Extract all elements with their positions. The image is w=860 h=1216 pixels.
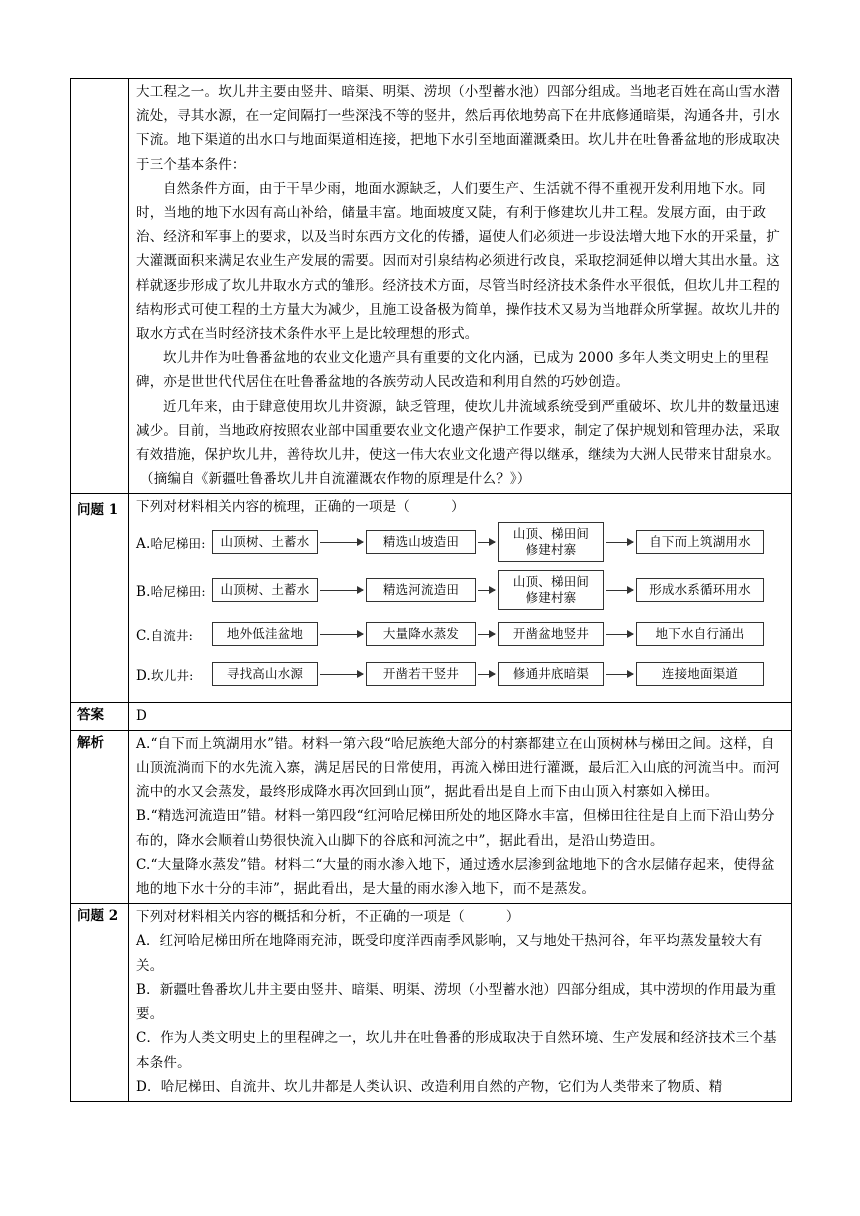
option-subject: 坎儿井: — [151, 667, 194, 683]
option-label — [136, 532, 206, 556]
answer-row — [71, 703, 791, 731]
question-2-option-d: D．哈尼梯田、自流井、坎儿井都是人类认识、改造利用自然的产物，它们为人类带来了物质、精 — [136, 1078, 723, 1095]
question-1-content — [129, 494, 791, 701]
flow-arrow-icon — [478, 590, 495, 591]
flow-step-box: 精选河流造田 — [366, 578, 476, 602]
analysis-c: C.“大量降水蒸发”错。材料二“大量的雨水渗入地下，通过透水层渗到盆地地下的含水层储存起来，使得盆地的地下水十分的丰沛”，据此看出，是大量的雨水渗入地下，而不是蒸发。 — [136, 856, 775, 898]
answer-label: 答案 — [71, 703, 129, 730]
analysis-content — [129, 731, 791, 903]
material-paragraph-4: 近几年来，由于肆意使用坎儿井资源，缺乏管理，使坎儿井流域系统受到严重破坏、坎儿井的数量迅速减少。目前，当地政府按照农业部中国重要农业文化遗产保护工作要求，制定了保护规划和管理办法，采取有效措施，保护坎儿井，善待坎儿井，使这一伟大农业文化遗产得以继承，继续为大洲人民带来甘甜泉水。 — [136, 398, 780, 464]
flow-step-box: 修通井底暗渠 — [498, 662, 604, 686]
material-paragraph-3: 坎儿井作为吐鲁番盆地的农业文化遗产具有重要的文化内涵，已成为 2000 多年人类文明史上的里程碑，亦是世世代代居住在吐鲁番盆地的各族劳动人民改造和利用自然的巧妙创造。 — [136, 350, 769, 391]
question-2-option-a: A．红河哈尼梯田所在地降雨充沛，既受印度洋西南季风影响，又与地处干热河谷，年平均蒸发量较大有关。 — [136, 933, 763, 974]
flow-arrow-icon — [606, 590, 633, 591]
material-label-cell — [71, 79, 129, 493]
flow-arrow-icon — [606, 674, 633, 675]
question-1-stem: 下列对材料相关内容的梳理，正确的一项是（ ） — [136, 499, 465, 516]
analysis-label: 解析 — [71, 731, 129, 903]
question-2-content — [129, 904, 791, 1101]
question-2-option-b: B．新疆吐鲁番坎儿井主要由竖井、暗渠、明渠、涝坝（小型蓄水池）四部分组成，其中涝坝的作用最为重要。 — [136, 981, 777, 1023]
flow-step-box: 山顶、梯田间 修建村寨 — [498, 570, 604, 610]
flow-arrow-icon — [320, 674, 363, 675]
flow-arrow-icon — [606, 542, 633, 543]
question-2-label: 问题 2 — [71, 904, 129, 1101]
flow-step-box: 地外低洼盆地 — [212, 622, 318, 646]
question-1-option-a — [136, 520, 783, 568]
question-1-label: 问题 1 — [71, 494, 129, 701]
question-2-option-c: C．作为人类文明史上的里程碑之一，坎儿井在吐鲁番的形成取决于自然环境、生产发展和经济技术三个基本条件。 — [136, 1030, 777, 1071]
question-1-options — [136, 520, 783, 696]
flow-step-box: 形成水系循环用水 — [636, 578, 764, 602]
flow-step-box: 精选山坡造田 — [366, 530, 476, 554]
flow-arrow-icon — [320, 542, 363, 543]
question-1-option-c — [136, 616, 783, 656]
option-letter: C. — [136, 627, 151, 644]
answer-value: D — [136, 707, 148, 724]
option-subject: 自流井: — [150, 627, 194, 643]
flow-step-box: 寻找高山水源 — [212, 662, 318, 686]
option-subject: 哈尼梯田: — [150, 583, 206, 599]
flow-step-box: 大量降水蒸发 — [366, 622, 476, 646]
flow-step-box: 开凿盆地竖井 — [498, 622, 604, 646]
flow-step-box: 山顶树、土蓄水 — [212, 578, 318, 602]
flow-arrow-icon — [320, 590, 363, 591]
analysis-row — [71, 731, 791, 904]
flow-step-box: 地下水自行涌出 — [636, 622, 764, 646]
analysis-b: B.“精选河流造田”错。材料一第四段“红河哈尼梯田所处的地区降水丰富，但梯田往往是自上而下沿山势分布的，降水会顺着山势很快流入山脚下的谷底和河流之中”，据此看出，是沿山势造田。 — [136, 808, 775, 849]
option-label — [136, 664, 194, 688]
question-1-option-d — [136, 656, 783, 696]
flow-step-box: 开凿若干竖井 — [366, 662, 476, 686]
flow-step-box: 山顶、梯田间 修建村寨 — [498, 522, 604, 562]
material-row — [71, 79, 791, 494]
option-letter: A. — [136, 535, 151, 552]
question-1-row — [71, 494, 791, 702]
material-paragraph-1: 大工程之一。坎儿井主要由竖井、暗渠、明渠、涝坝（小型蓄水池）四部分组成。当地老百姓在高山雪水潜流处，寻其水源，在一定间隔打一些深浅不等的竖井，然后再依地势高下在井底修通暗渠，沟通各井，引水下流。地下渠道的出水口与地面渠道相连接，把地下水引至地面灌溉桑田。坎儿井在吐鲁番盆地的形成取决于三个基本条件： — [136, 84, 780, 173]
option-label — [136, 624, 193, 648]
flow-arrow-icon — [478, 542, 495, 543]
option-label — [136, 580, 206, 604]
flow-arrow-icon — [478, 634, 495, 635]
question-2-row — [71, 904, 791, 1101]
flow-arrow-icon — [320, 634, 363, 635]
flow-step-box: 连接地面渠道 — [636, 662, 764, 686]
option-letter: B. — [136, 583, 151, 600]
analysis-a: A.“自下而上筑湖用水”错。材料一第六段“哈尼族绝大部分的村寨都建立在山顶树林与梯田之间。这样，自山顶流淌而下的水先流入寨，满足居民的日常使用，再流入梯田进行灌溉，最后汇入山底的河流当中。而河流中的水又会蒸发，最终形成降水再次回到山顶”，据此看出是自上而下由山顶入村寨如入梯田。 — [136, 735, 780, 801]
question-1-option-b — [136, 568, 783, 616]
flow-arrow-icon — [478, 674, 495, 675]
option-subject: 哈尼梯田: — [150, 535, 206, 551]
material-text — [129, 79, 791, 493]
question-2-stem: 下列对材料相关内容的概括和分析，不正确的一项是（ ） — [136, 909, 520, 926]
flow-arrow-icon — [606, 634, 633, 635]
question-table — [70, 78, 792, 1102]
flow-step-box: 山顶树、土蓄水 — [212, 530, 318, 554]
flow-step-box: 自下而上筑湖用水 — [636, 530, 764, 554]
material-source: （摘编自《新疆吐鲁番坎儿井自流灌溉农作物的原理是什么？》） — [140, 471, 531, 488]
material-paragraph-2: 自然条件方面，由于干旱少雨，地面水源缺乏，人们要生产、生活就不得不重视开发利用地下水。同时，当地的地下水因有高山补给，储量丰富。地面坡度又陡，有利于修建坎儿井工程。发展方面，由于政治、经济和军事上的要求，以及当时东西方文化的传播，逼使人们必须进一步设法增大地下水的开采量，扩大灌溉面积来满足农业生产发展的需要。因而对引泉结构必须进行改良，采取挖洞延伸以增大其出水量。这样就逐步形成了坎儿井取水方式的雏形。经济技术方面，尽管当时经济技术条件水平很低，但坎儿井工程的结构形式可使工程的土方量大为减少，且施工设备极为简单，操作技术又易为当地群众所掌握。故坎儿井的取水方式在当时经济技术条件水平上是比较理想的形式。 — [136, 180, 780, 343]
option-letter: D. — [136, 667, 152, 684]
